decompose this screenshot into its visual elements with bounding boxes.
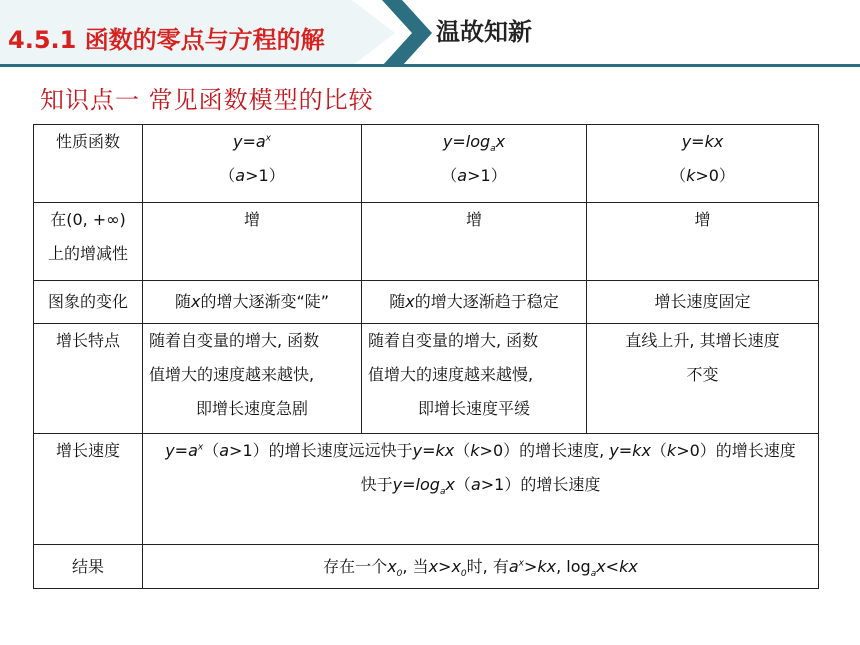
table-row [34, 434, 819, 545]
slide-header [0, 0, 860, 66]
cell-linear-monotonic: 增 [587, 203, 819, 281]
cell-log-monotonic: 增 [362, 203, 587, 281]
cell-speed-comparison: $y=a^x(a>1)$的增长速度远远快于y=kx（k>0）的增长速度, y=kx（k>0）的增长速度 快于$y=\log_ax(a>1)$的增长速度 [143, 434, 819, 545]
function-model-comparison-table [33, 124, 819, 589]
cell-exp-graph: 随x的增大逐渐变“陡” [143, 281, 362, 324]
cell-log-function: $y=\log_ax$ （a>1） [362, 125, 587, 203]
cell-log-features: 随着自变量的增大, 函数 值增大的速度越来越慢, 即增长速度平缓 [362, 324, 587, 434]
cell-linear-graph: 增长速度固定 [587, 281, 819, 324]
cell-result: 存在一个$x_0$, 当$x>x_0$时, 有$a^x>kx$, $\log_ax<kx$ [143, 545, 819, 589]
cell-exp-features: 随着自变量的增大, 函数 值增大的速度越来越快, 即增长速度急剧 [143, 324, 362, 434]
table-row [34, 281, 819, 324]
row-label-monotonic: 在(0, +∞) 上的增减性 [34, 203, 143, 281]
table-row [34, 545, 819, 589]
cell-log-graph: 随x的增大逐渐趋于稳定 [362, 281, 587, 324]
table-row [34, 125, 819, 203]
row-label-features: 增长特点 [34, 324, 143, 434]
cell-linear-features: 直线上升, 其增长速度 不变 [587, 324, 819, 434]
table-row [34, 203, 819, 281]
section-subtitle: 温故知新 [436, 18, 532, 46]
cell-linear-function: y=kx （k>0） [587, 125, 819, 203]
row-label-speed: 增长速度 [34, 434, 143, 545]
row-label-property: 性质函数 [34, 125, 143, 203]
row-label-graph: 图象的变化 [34, 281, 143, 324]
knowledge-point-title: 知识点一 常见函数模型的比较 [40, 86, 374, 114]
lesson-title: 4.5.1 函数的零点与方程的解 [8, 26, 325, 54]
row-label-result: 结果 [34, 545, 143, 589]
header-divider [0, 64, 860, 67]
cell-exp-monotonic: 增 [143, 203, 362, 281]
table-row [34, 324, 819, 434]
cell-exp-function: $y=a^x$ （a>1） [143, 125, 362, 203]
